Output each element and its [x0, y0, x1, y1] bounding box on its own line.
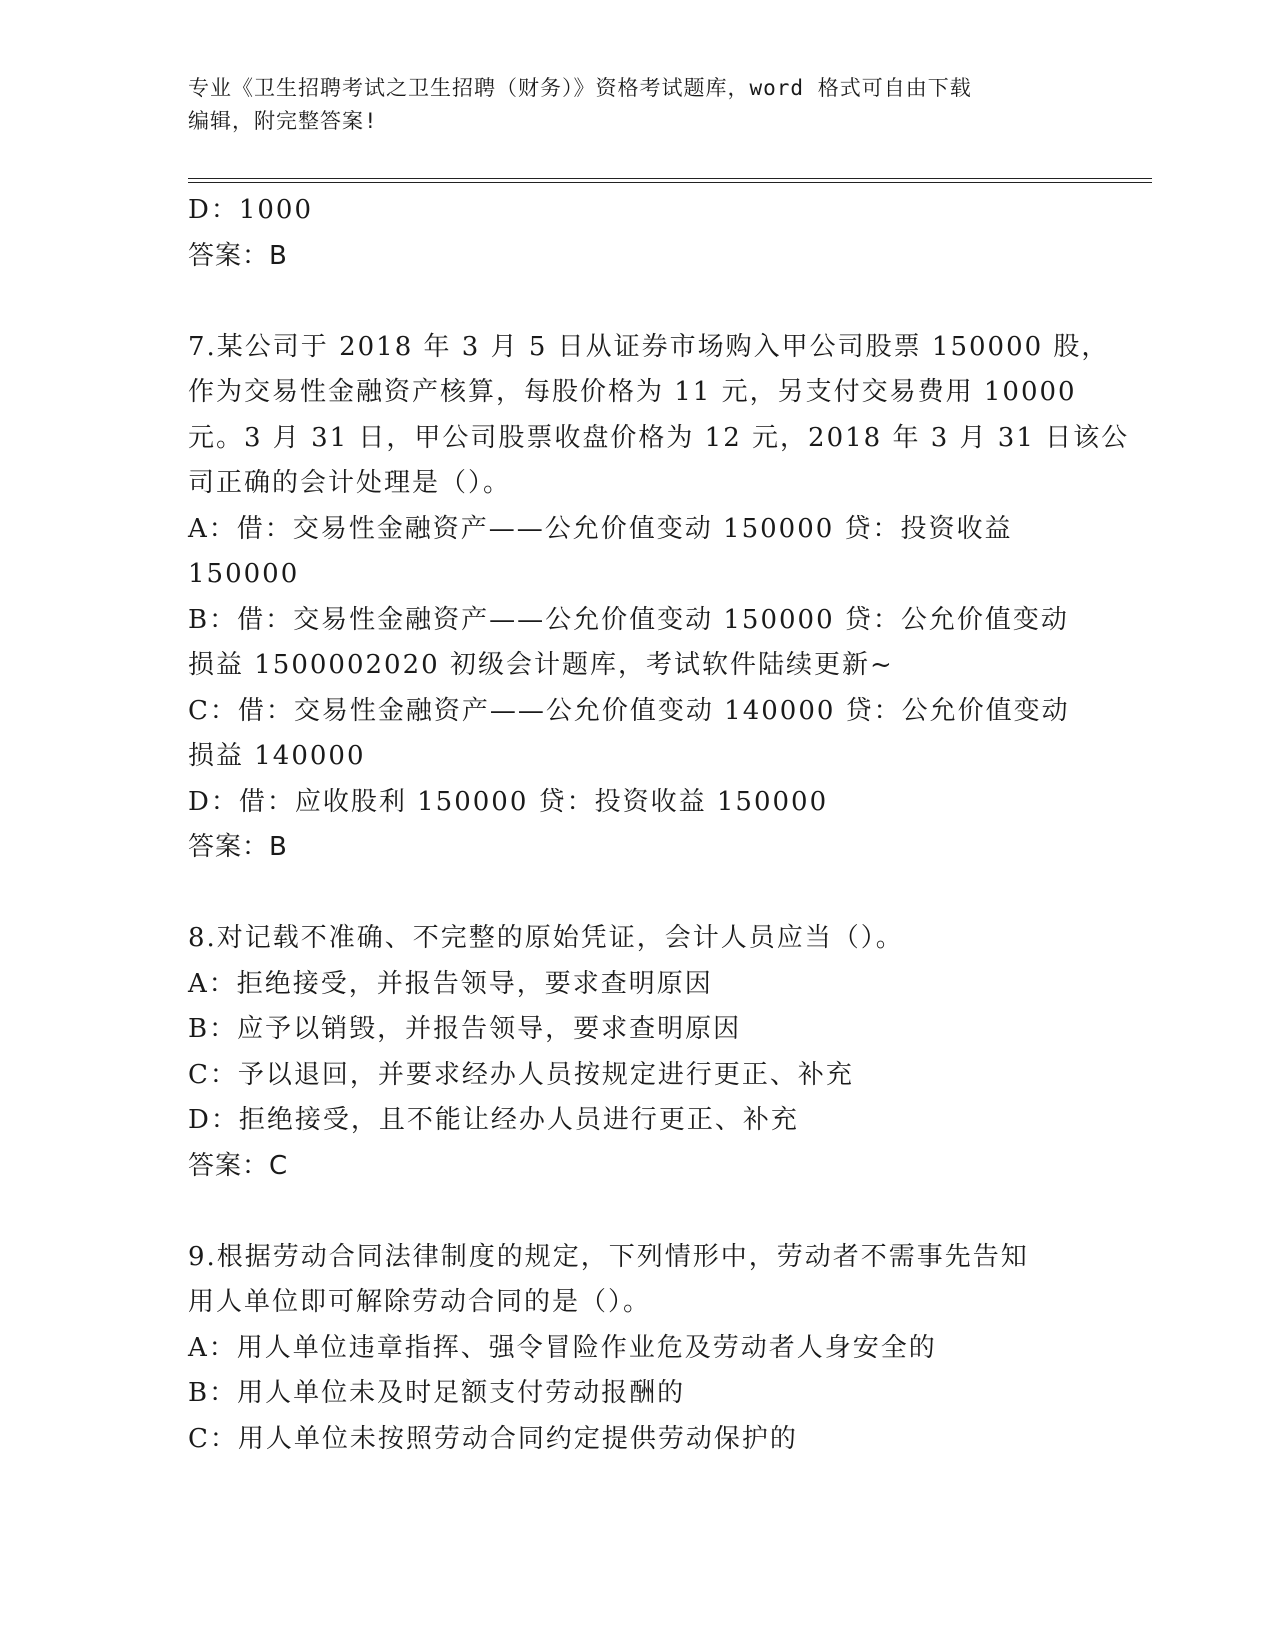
spacer: [188, 871, 1088, 917]
q7-option-c-line-1: C：借：交易性金融资产——公允价值变动 140000 贷：公允价值变动: [188, 695, 1070, 726]
q7-stem-line-3: 元。3 月 31 日，甲公司股票收盘价格为 12 元，2018 年 3 月 31 日该公: [188, 422, 1130, 453]
header-divider-top: [188, 178, 1152, 179]
q7-stem-line-2: 作为交易性金融资产核算，每股价格为 11 元，另支付交易费用 10000: [188, 377, 1077, 407]
spacer: [188, 279, 1088, 325]
q8-answer: 答案：C: [188, 1150, 289, 1181]
header-line-1: 专业《卫生招聘考试之卫生招聘（财务）》资格考试题库，word 格式可自由下载: [188, 76, 972, 100]
q8-option-b: B：应予以销毁，并报告领导，要求查明原因: [188, 1014, 742, 1044]
question-content: [188, 188, 1130, 1462]
page-header: [188, 72, 1068, 138]
q7-option-c-line-2: 损益 140000: [188, 741, 366, 771]
q7-option-b-line-2: 损益 1500002020 初级会计题库，考试软件陆续更新~: [188, 650, 894, 680]
q7-option-a-line-1: A：借：交易性金融资产——公允价值变动 150000 贷：投资收益: [188, 513, 1013, 544]
q8-option-a: A：拒绝接受，并报告领导，要求查明原因: [188, 968, 713, 999]
q8-option-d: D：拒绝接受，且不能让经办人员进行更正、补充: [188, 1105, 799, 1135]
header-divider-bottom: [188, 182, 1152, 183]
q9-stem-line-2: 用人单位即可解除劳动合同的是（）。: [188, 1287, 652, 1317]
q9-stem-line-1: 9.根据劳动合同法律制度的规定，下列情形中，劳动者不需事先告知: [188, 1241, 1029, 1272]
q9-option-b: B：用人单位未及时足额支付劳动报酬的: [188, 1378, 686, 1408]
q7-stem-line-1: 7.某公司于 2018 年 3 月 5 日从证券市场购入甲公司股票 150000 股，: [188, 331, 1110, 362]
q9-option-a: A：用人单位违章指挥、强令冒险作业危及劳动者人身安全的: [188, 1332, 937, 1363]
q7-option-a-line-2: 150000: [188, 559, 300, 589]
prev-answer: 答案：B: [188, 240, 288, 271]
q8-option-c: C：予以退回，并要求经办人员按规定进行更正、补充: [188, 1059, 854, 1090]
q8-stem: 8.对记载不准确、不完整的原始凭证，会计人员应当（）。: [188, 923, 904, 953]
spacer: [188, 1189, 1088, 1235]
q7-option-b-line-1: B：借：交易性金融资产——公允价值变动 150000 贷：公允价值变动: [188, 604, 1069, 635]
q7-answer: 答案：B: [188, 832, 288, 862]
q9-option-c: C：用人单位未按照劳动合同约定提供劳动保护的: [188, 1423, 798, 1454]
q7-option-d: D：借：应收股利 150000 贷：投资收益 150000: [188, 786, 829, 817]
q7-stem-line-4: 司正确的会计处理是（）。: [188, 468, 512, 498]
prev-option-d: D：1000: [188, 195, 314, 225]
header-line-2: 编辑，附完整答案!: [188, 109, 378, 133]
